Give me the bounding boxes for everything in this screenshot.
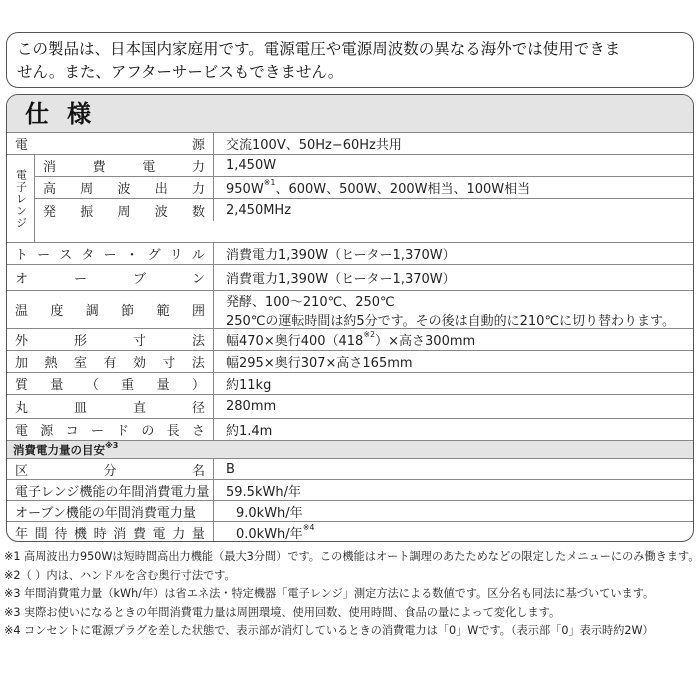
label-mw-hf-output: 高 周 波 出 力 [35,177,214,198]
label-dish: 丸 皿 直 径 [7,395,214,418]
footnote-2: ※2（ ）内は、ハンドルを含む奥行寸法です。 [4,568,236,582]
spec-title: 仕様 [7,95,693,133]
row-mw-annual [7,480,693,501]
footnote-ref-2: ※2 [363,330,376,339]
row-mass [7,373,693,395]
row-oven [7,265,693,291]
energy-section-heading: 消費電力量の目安$^{※3}$ [7,441,693,459]
row-cavity-dims [7,351,693,373]
footnote-1: ※1 高周波出力950Wは短時間高出力機能（最大3分間）です。この機能はオート調理のあたためなどの限定したメニューにのみ働きます。 [4,550,700,563]
row-mw-consumption [35,155,693,177]
label-outer-dims: 外 形 寸 法 [7,329,214,350]
value-toaster: 消費電力1,390W（ヒーター1,370W） [226,248,456,263]
overseas-use-notice [6,32,694,88]
value-power-supply: 交流100V、50Hz−60Hz共用 [226,138,402,153]
value-oven-annual: 9.0kWh/年 [236,505,303,521]
label-toaster: ト ー ス タ ー ・ グ リ ル [7,243,214,264]
spec-table [6,94,694,542]
notice-line-2: せん。また、アフターサービスもできません。 [17,63,344,81]
row-cord [7,419,693,441]
label-division: 区 分 名 [7,459,214,479]
value-cavity-dims: 幅295×奥行307×高さ165mm [226,356,413,371]
value-mass: 約11kg [226,378,272,393]
label-oven-annual: オーブン機能の年間消費電力量 [7,501,214,521]
row-power-supply [7,133,693,155]
footnote-4: ※4 コンセントに電源プラグを差した状態で、表示部が消灯しているときの消費電力は「0」Wです。（表示部「0」表示時約2W） [4,624,654,637]
row-temp-range [7,291,693,329]
microwave-group [7,155,693,243]
value-mw-hf-output: $950W^{※1}$、600W、500W、200W相当、100W相当 [226,178,531,197]
row-mw-oscillation [35,199,693,221]
value-oven: 消費電力1,390W（ヒーター1,370W） [226,272,456,287]
value-cord: 約1.4m [226,424,273,439]
value-standby-annual: 0.0kWh/年$^{※4}$ [236,522,315,542]
footnote-3b: ※3 実際お使いになるときの年間消費電力量は周囲環境、使用回数、使用時間、食品の量によって変化します。 [4,605,561,619]
label-temp-range: 温 度 調 節 範 囲 [7,291,214,328]
label-cavity-dims: 加 熱 室 有 効 寸 法 [7,351,214,372]
label-cord: 電 源 コ ー ド の 長 さ [7,419,214,440]
row-mw-hf-output [35,177,693,199]
label-standby-annual: 年 間 待 機 時 消 費 電 力 量 [7,522,214,542]
value-division: B [226,461,235,477]
footnotes [4,548,700,641]
label-mw-consumption: 消 費 電 力 [35,155,214,176]
microwave-group-label: 電子レンジ [7,155,35,242]
footnote-ref-1: ※1 [263,178,276,187]
row-outer-dims [7,329,693,351]
value-dish: 280mm [226,399,277,414]
value-mw-annual: 59.5kWh/年 [226,484,301,500]
notice-line-1: この製品は、日本国内家庭用です。電源電圧や電源周波数の異なる海外では使用できま [17,40,621,58]
footnote-3a: ※3 年間消費電力量（kWh/年）は省エネ法・特定機器「電子レンジ」測定方法による数値です。区分名も同法に基づいています。 [4,587,655,600]
row-oven-annual [7,501,693,522]
label-oven: オ ー ブ ン [7,265,214,290]
label-mw-oscillation: 発 振 周 波 数 [35,199,214,221]
value-outer-dims: 幅470×奥行$400(418^{※2})\times$高さ300mm [226,330,476,349]
label-mw-annual: 電子レンジ機能の年間消費電力量 [7,480,214,500]
value-temp-range: 発酵、100〜210℃、250℃ 250℃の運転時間は約5分です。その後は自動的に210℃に切り替わります。 [226,294,676,328]
value-mw-consumption: 1,450W [226,158,277,173]
label-mass: 質 量 （ 重 量 ） [7,373,214,394]
footnote-ref-3: ※3 [105,441,119,450]
row-dish [7,395,693,419]
label-power-supply: 電 源 [7,133,214,154]
value-mw-oscillation: 2,450MHz [226,202,292,218]
row-toaster [7,243,693,265]
footnote-ref-4: ※4 [302,522,315,532]
row-standby-annual [7,522,693,542]
row-division [7,459,693,480]
